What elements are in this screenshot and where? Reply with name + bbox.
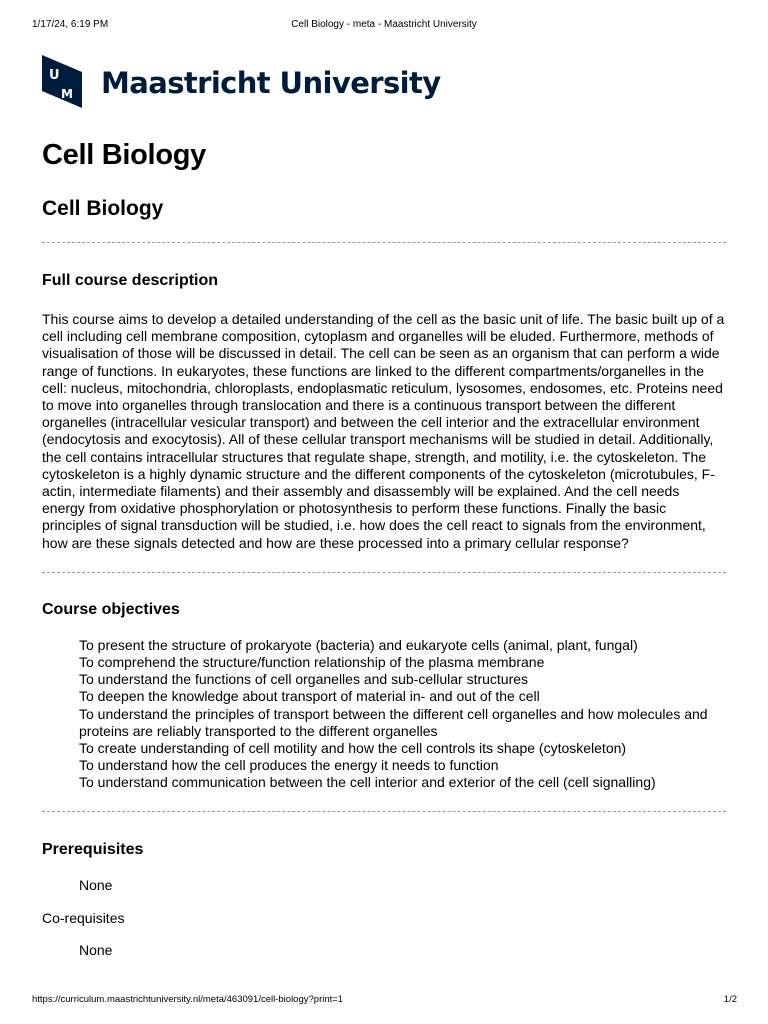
page-title: Cell Biology [42, 139, 206, 171]
list-item: To understand how the cell produces the energy it needs to function [79, 757, 499, 774]
list-item: To understand the functions of cell organelles and sub-cellular structures [79, 671, 529, 688]
print-document-title: Cell Biology - meta - Maastricht University [291, 19, 477, 30]
list-item: To understand communication between the cell interior and exterior of the cell (cell signalling) [79, 774, 656, 791]
print-url: https://curriculum.maastrichtuniversity.nl/meta/463091/cell-biology?print=1 [32, 994, 344, 1005]
objectives-heading: Course objectives [42, 600, 180, 618]
list-item: To comprehend the structure/function relationship of the plasma membrane [79, 654, 545, 671]
section-divider [42, 572, 726, 573]
list-item: To deepen the knowledge about transport of material in- and out of the cell [79, 688, 540, 705]
main-content [42, 138, 726, 959]
print-header [0, 19, 768, 33]
description-heading: Full course description [42, 272, 219, 289]
svg-text:M: M [61, 87, 73, 101]
list-item: To present the structure of prokaryote (bacteria) and eukaryote cells (animal, plant, fungal) [79, 636, 638, 653]
page-number: 1/2 [723, 994, 737, 1005]
prerequisites-value: None [79, 876, 113, 893]
prerequisites-heading: Prerequisites [42, 840, 144, 858]
list-item: To understand the principles of transport between the different cell organelles and how molecules and proteins are reliably transported to the different organelles [79, 705, 708, 739]
section-divider [42, 242, 726, 243]
corequisites-value: None [79, 941, 113, 958]
um-logo-icon [42, 55, 82, 108]
course-title: Cell Biology [42, 197, 164, 220]
list-item: To create understanding of cell motility and how the cell controls its shape (cytoskeleton) [79, 740, 627, 757]
print-datetime: 1/17/24, 6:19 PM [32, 19, 109, 30]
logo-wordmark: Maastricht University [101, 66, 441, 100]
description-text: This course aims to develop a detailed understanding of the cell as the basic unit of life. The basic built up of a cell including cell membrane composition, cytoplasm and organelles will be eluded. Furthermore, methods of visualisation of those will be discussed in detail. The cell can be seen as an organism that can perform a wide range of functions. In eukaryotes, these functions are linked to the different compartments/organelles in the cell: nucleus, mitochondria, chloroplasts, endoplasmatic reticulum, lysosomes, endosomes, etc. Proteins need to move into organelles through translocation and there is a continuous transport between the different organelles (intracellular vesicular transport) and between the cell interior and the extracellular environment (endocytosis and exocytosis). All of these cellular transport mechanisms will be studied in detail. Additionally, the cell contains intracellular structures that regulate shape, strength, and motility, i.e. the cytoskeleton. The cytoskeleton is a highly dynamic structure and the different components of the cytoskeleton (microtubules, F-actin, intermediate filaments) and their assembly and disassembly will be explained. And the cell needs energy from oxidative phosphorylation or photosynthesis to perform these functions. Finally the basic principles of signal transduction will be studied, i.e. how does the cell react to signals from the environment, how are these signals detected and how are these processed into a primary cellular response? [42, 311, 725, 551]
section-divider [42, 811, 726, 812]
objectives-list [42, 637, 726, 792]
corequisites-label: Co-requisites [42, 909, 125, 926]
svg-text:U: U [49, 68, 60, 83]
